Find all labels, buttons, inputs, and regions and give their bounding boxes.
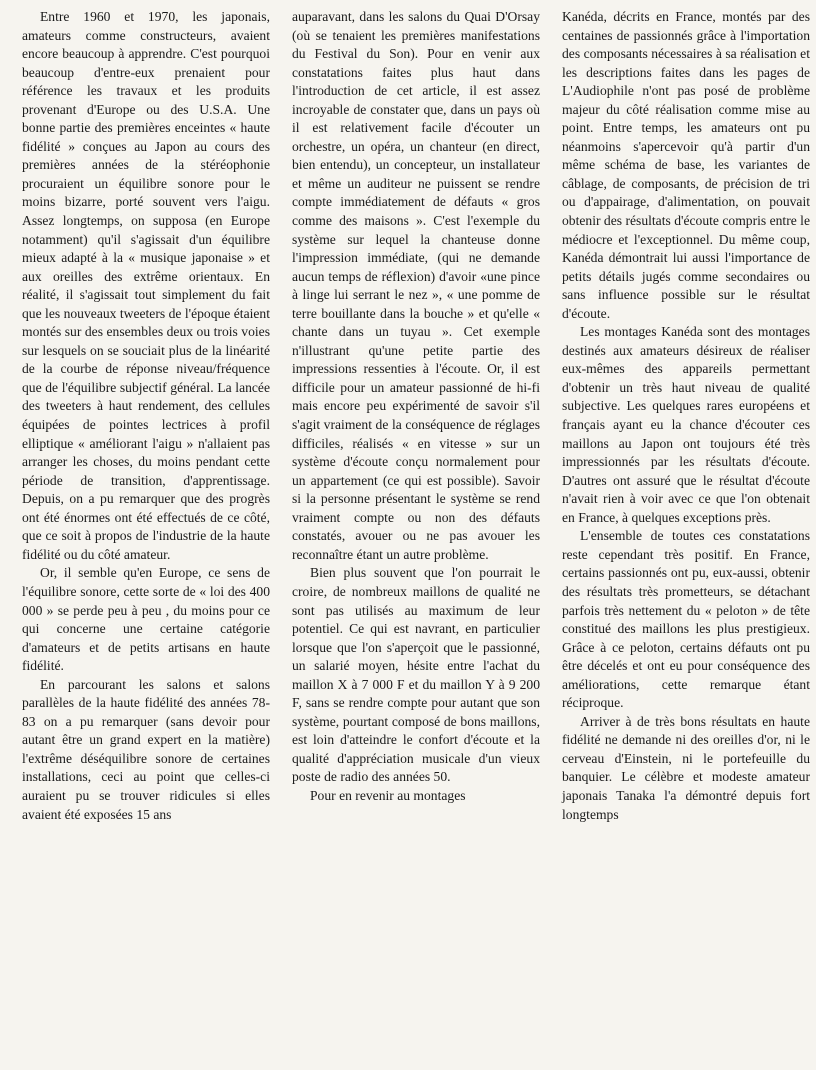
paragraph: En parcourant les salons et salons parallèles de la haute fidélité des années 78-83 on a pu remarquer (sans devoir pour autant être un grand expert en la matière) l'extrême déséquilibre sonore de certaines installations, ceci au point que celles-ci auraient pu se trouver ridicules si elles avaient été exposées 15 ans: [22, 676, 270, 822]
column-1: [22, 8, 270, 1070]
text-columns: [22, 8, 810, 1070]
column-3: [562, 8, 810, 1070]
paragraph: Entre 1960 et 1970, les japonais, amateurs comme constructeurs, avaient encore beaucoup à apprendre. C'est pourquoi beaucoup d'entre-eux prenaient pour référence les travaux et les produits provenant d'Europe ou des U.S.A. Une bonne partie des premières enceintes « haute fidélité » conçues au Japon au cours des premières années de la stéréophonie procuraient un équilibre sonore pour le moins bizarre, porté souvent vers l'aigu. Assez longtemps, on supposa (en Europe notamment) qu'il s'agissait d'un équilibre mieux adapté à la « musique japonaise » et aux oreilles des extrême orientaux. En réalité, il s'agissait tout simplement du fait que les nouveaux tweeters de l'époque étaient montés sur des ensembles deux ou trois voies sur lesquels on se souciait plus de la linéarité de la courbe de réponse niveau/fréquence que de l'équilibre subjectif général. La lancée des tweeters à haut rendement, des cellules équipées de pointes lectrices à profil elliptique « améliorant l'aigu » n'allaient pas arranger les choses, du moins pendant cette période de transition, d'apprentissage. Depuis, on a pu remarquer que des progrès ont été énormes ont été effectués de ce côté, que ce soit à propos de l'industrie de la haute fidélité ou du côté amateur.: [22, 9, 270, 562]
paragraph: Pour en revenir au montages: [310, 787, 466, 803]
paragraph: L'ensemble de toutes ces constatations reste cependant très positif. En France, certains passionnés ont pu, eux-aussi, obtenir des résultats très prometteurs, se détachant parfois très nettement du « peloton » de tête constitué des maillons les plus prestigieux. Grâce à ce peloton, certains défauts ont pu être décelés et ont eu pour conséquence des améliorations, cette remarque étant réciproque.: [562, 528, 810, 711]
paragraph: Kanéda, décrits en France, montés par des centaines de passionnés grâce à l'importation des composants nécessaires à sa réalisation et les descriptions faites dans les pages de L'Audiophile n'ont pas posé de problème majeur du côté réalisation comme mise au point. Entre temps, les amateurs ont pu néanmoins s'apercevoir qu'à partir d'un même schéma de base, les variantes de câblage, de composants, de précision de tri ou d'appairage, d'alimentation, on pouvait obtenir des résultats d'écoute compris entre le médiocre et l'exceptionnel. Du même coup, Kanéda démontrait lui aussi l'importance de petits détails jugés comme secondaires ou sans influence possible sur le résultat d'écoute.: [562, 9, 810, 321]
paragraph: Or, il semble qu'en Europe, ce sens de l'équilibre sonore, cette sorte de « loi des 400 000 » se perde peu à peu , du moins pour ce qui concerne une certaine catégorie d'amateurs et de petits artisans en haute fidélité.: [22, 565, 270, 674]
paragraph: auparavant, dans les salons du Quai D'Orsay (où se tenaient les premières manifestations du Festival du Son). Pour en venir aux constatations faites plus haut dans l'introduction de cet article, il est assez incroyable de constater que, dans un pays où il est relativement facile d'écouter un orchestre, un opéra, un chanteur (en direct, bien entendu), un concepteur, un installateur et même un auditeur ne puissent se rendre compte immédiatement de défauts « gros comme des maisons ». C'est l'exemple du système sur lequel la chanteuse donne l'impression immédiate, (qui ne demande aucun temps de réflexion) d'avoir «une pince à linge lui serrant le nez », « une pomme de terre bouillante dans la bouche » et qu'elle « chante dans un tuyau ». Cet exemple n'illustrant qu'une petite partie des impressions ressenties à l'écoute. Or, il est difficile pour un amateur passionné de hi-fi mais encore peu expérimenté de savoir s'il s'agit vraiment de la conséquence de réglages difficiles, réalisés « en vitesse » sur un système d'écoute conçu normalement pour un appartement (ce qui est possible). Savoir si la personne présentant le système se rend vraiment compte ou non des défauts constatés, avouer ou ne pas avouer les reconnaître étant un autre problème.: [292, 9, 540, 562]
paragraph: Arriver à de très bons résultats en haute fidélité ne demande ni des oreilles d'or, ni le cerveau d'Einstein, ni le portefeuille du banquier. Le célèbre et modeste amateur japonais Tanaka l'a démontré depuis fort longtemps: [562, 713, 810, 822]
column-2: [292, 8, 540, 1070]
paragraph: Les montages Kanéda sont des montages destinés aux amateurs désireux de réaliser eux-mêmes des appareils permettant d'obtenir un très haut niveau de qualité subjective. Les quelques rares européens et français ayant eu la chance d'écouter ces maillons au Japon ont toujours été très impressionnés par les résultats d'écoute. D'autres ont assuré que le résultat d'écoute n'avait rien à voir avec ce que l'on obtenait en France, à quelques exceptions près.: [562, 324, 810, 525]
paragraph: Bien plus souvent que l'on pourrait le croire, de nombreux maillons de qualité ne sont pas utilisés au maximum de leur potentiel. Ce qui est navrant, en particulier lorsque que l'on s'aperçoit que le passionné, un salarié moyen, hésite entre l'achat du maillon X à 7 000 F et du maillon Y à 9 200 F, sans se rendre compte pour autant que son système, pourtant composé de bons maillons, est loin d'atteindre le confort d'écoute et la qualité d'appréciation musicale d'un vieux poste de radio des années 50.: [292, 565, 540, 785]
